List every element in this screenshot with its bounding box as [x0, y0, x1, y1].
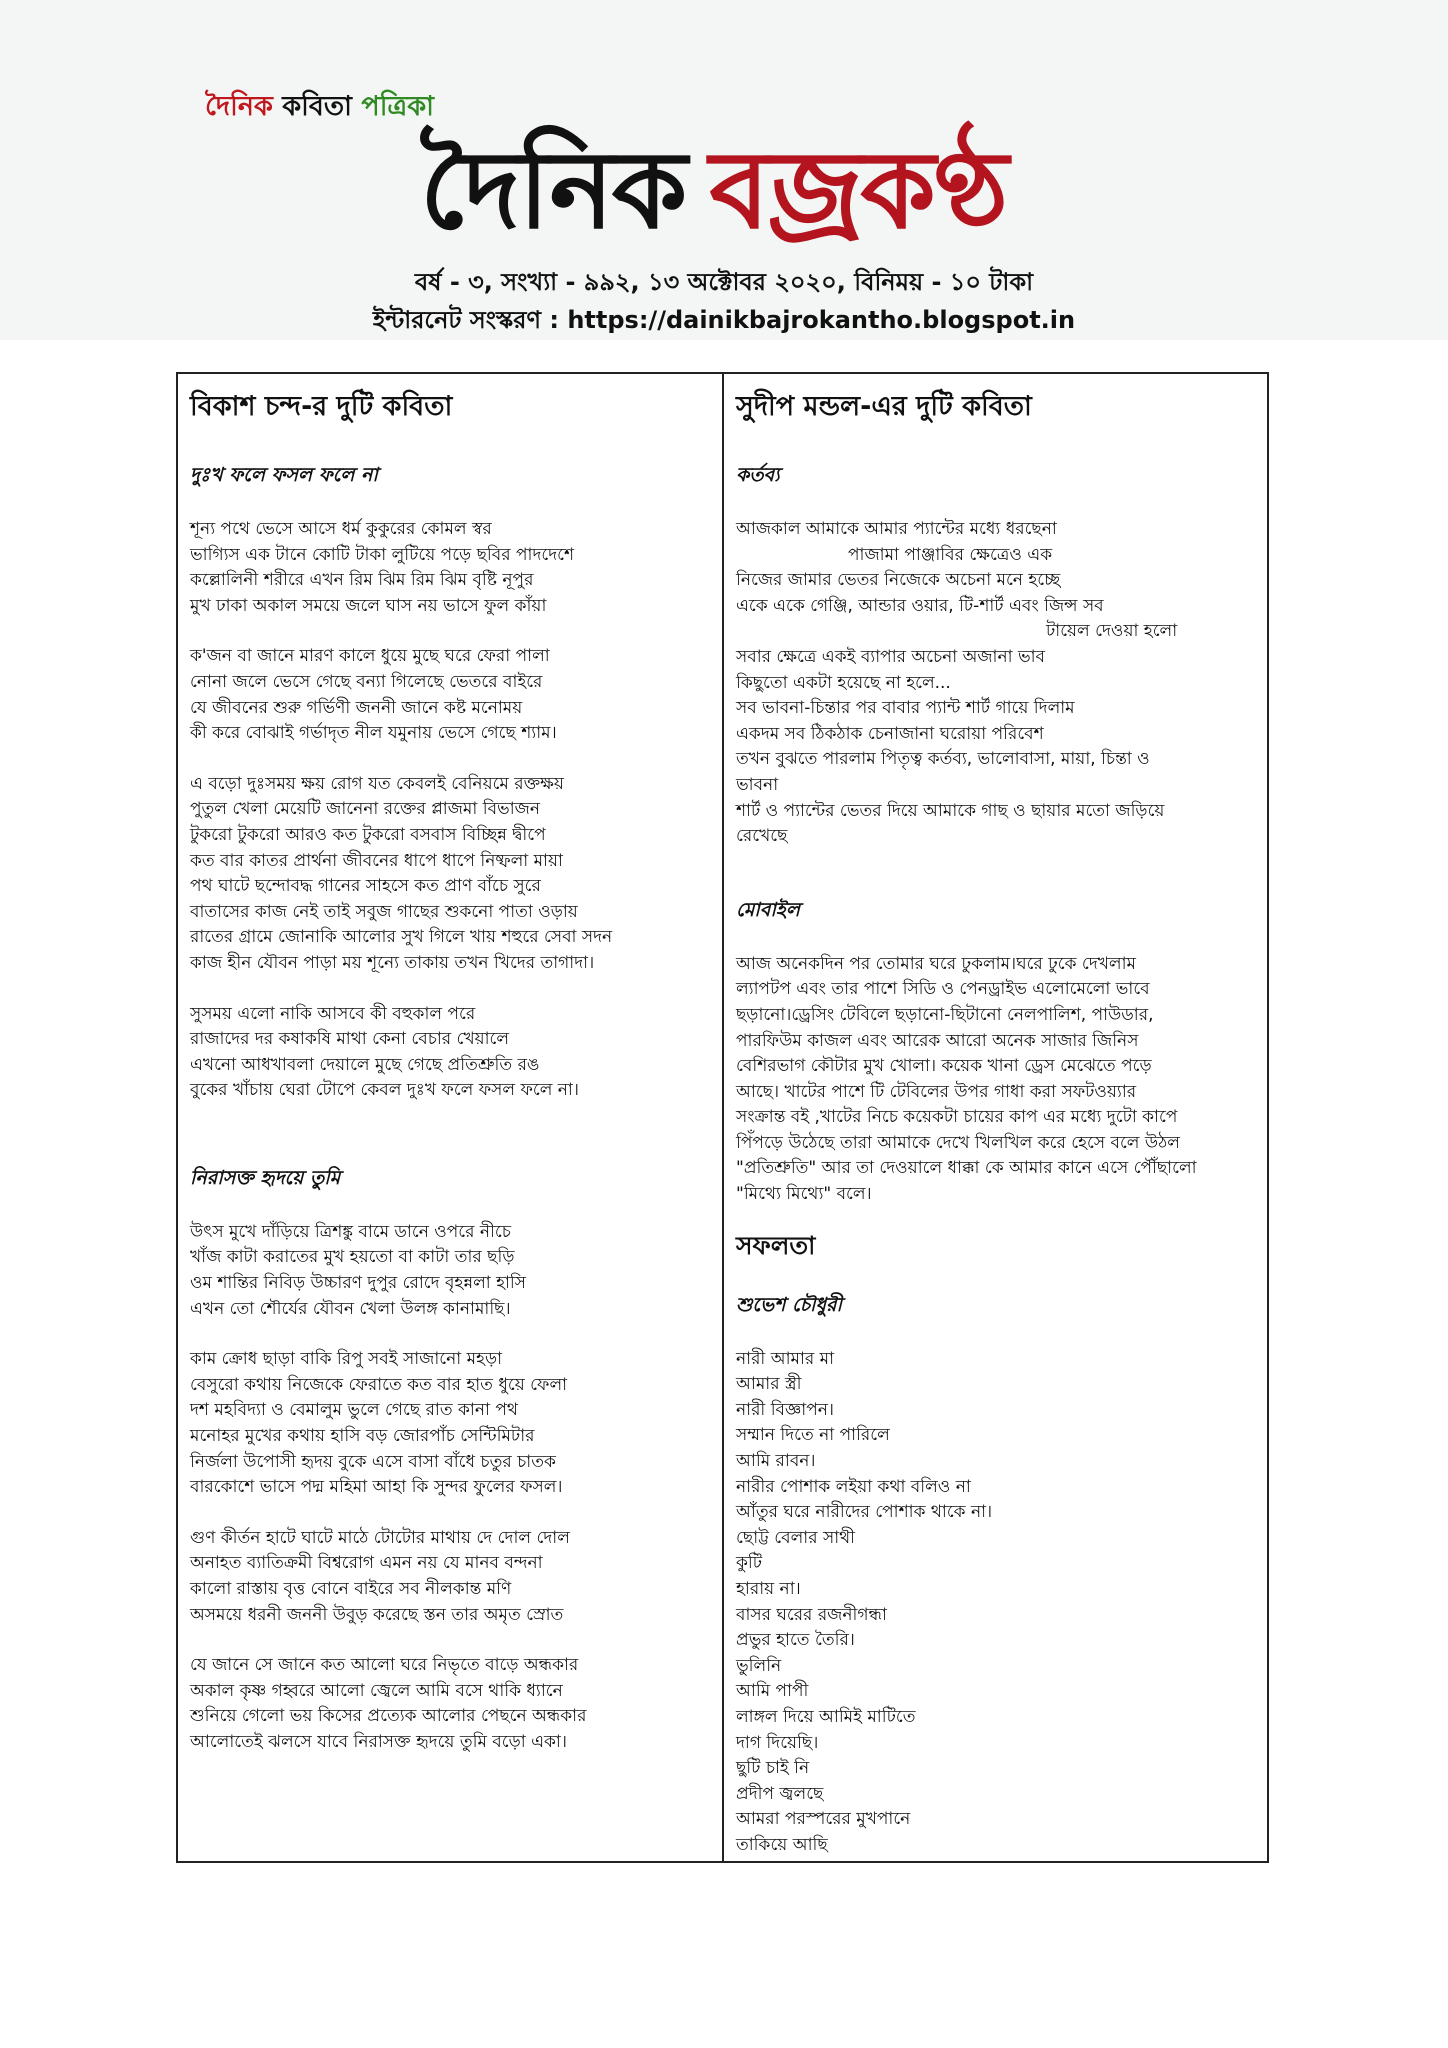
poem-line: শুনিয়ে গেলো ভয় কিসের প্রত্যেক আলোর পেছনে অন্ধকার: [190, 1706, 587, 1727]
tagline: [205, 86, 434, 131]
poem-line: প্রদীপ জ্বলছে: [736, 1783, 824, 1804]
poem-line: "মিথ্যে মিথ্যে" বলে।: [736, 1184, 872, 1205]
poem-line: টায়েল দেওয়া হলো: [1046, 621, 1178, 642]
poem-line: আলোতেই ঝলসে যাবে নিরাসক্ত হৃদয়ে তুমি বড়ো একা।: [190, 1731, 567, 1752]
poem-line: ভাগ্যিস এক টানে কোটি টাকা লুটিয়ে পড়ে ছবির পাদদেশে: [190, 544, 575, 565]
poem-line: সুসময় এলো নাকি আসবে কী বহুকাল পরে: [190, 1003, 476, 1024]
poem-line: তখন বুঝতে পারলাম পিতৃত্ব কর্তব্য, ভালোবাসা, মায়া, চিন্তা ও: [736, 749, 1150, 770]
poem-body: [736, 1347, 1266, 1859]
poem-line: সংক্রান্ত বই ,খাটের নিচে কয়েকটা চায়ের কাপ এর মধ্যে দুটো কাপে: [736, 1107, 1178, 1128]
poem-line: আমার স্ত্রী: [736, 1374, 802, 1395]
poem-line: নির্জলা উপোসী হৃদয় বুকে এসে বাসা বাঁধে চতুর চাতক: [190, 1451, 556, 1472]
poem-line: আজকাল আমাকে আমার প্যান্টের মধ্যে ধরছেনা: [736, 519, 1057, 539]
poem-line: বেসুরো কথায় নিজেকে ফেরাতে কত বার হাত ধুয়ে ফেলা: [190, 1374, 568, 1395]
poem-line: কত বার কাতর প্রার্থনা জীবনের ধাপে ধাপে নিষ্ফলা মায়া: [190, 850, 563, 871]
poem-line: ছোট্ট বেলার সাথী: [736, 1527, 855, 1548]
poem-line: বাসর ঘরের রজনীগন্ধা: [736, 1604, 887, 1625]
web-edition-link[interactable]: ইন্টারনেট সংস্করণ : https://dainikbajrokantho.blogspot.in: [372, 306, 1076, 334]
poem-line: ছুটি চাই নি: [736, 1758, 810, 1779]
poem-line: আমি পাপী: [736, 1681, 809, 1702]
author-name: শুভেশ চৌধুরী: [736, 1293, 842, 1316]
poem-line: আমরা পরস্পরের মুখপানে: [736, 1809, 911, 1830]
tagline-word-1: দৈনিক: [205, 91, 273, 122]
poem-line: ছড়ানো।ড্রেসিং টেবিলে ছড়ানো-ছিটানো নেলপালিশ, পাউডার,: [736, 1004, 1154, 1025]
poem-title: নিরাসক্ত হৃদয়ে তুমি: [190, 1166, 341, 1189]
poem-line: ভুলিনি: [736, 1655, 782, 1676]
poem-line: টুকরো টুকরো আরও কত টুকরো বসবাস বিচ্ছিন্ন দ্বীপে: [190, 824, 546, 845]
issue-info: বর্ষ - ৩, সংখ্যা - ৯৯২, ১৩ অক্টোবর ২০২০, বিনিময় - ১০ টাকা: [414, 268, 1034, 296]
poem-line: "প্রতিশ্রুতি" আর তা দেওয়ালে ধাক্কা কে আমার কানে এসে পৌঁছালো: [736, 1158, 1197, 1179]
poem-line: এখনো আধখাবলা দেয়ালে মুছে গেছে প্রতিশ্রুতি রঙ: [190, 1054, 540, 1075]
poem-line: রাজাদের দর কষাকষি মাথা কেনা বেচার খেয়ালে: [190, 1029, 510, 1050]
logo-word-red: বজ্রকণ্ঠ: [709, 127, 1007, 253]
poem-title: কর্তব্য: [736, 464, 780, 486]
tagline-word-3: পত্রিকা: [361, 91, 434, 122]
poem-line: সব ভাবনা-চিন্তার পর বাবার প্যান্ট শার্ট গায়ে দিলাম: [736, 698, 1075, 719]
poem-line: অকাল কৃষ্ণ গহ্বরে আলো জ্বেলে আমি বসে থাকি ধ্যানে: [190, 1680, 563, 1701]
poem-line: রেখেছে: [736, 826, 788, 847]
poem-line: শার্ট ও প্যান্টের ভেতর দিয়ে আমাকে গাছ ও ছায়ার মতো জড়িয়ে: [736, 800, 1165, 821]
poem-line: এ বড়ো দুঃসময় ক্ষয় রোগ যত কেবলই বেনিয়মে রক্তক্ষয়: [190, 773, 564, 794]
left-column: [178, 372, 720, 1756]
poem-line: বারকোশে ভাসে পদ্ম মহিমা আহা কি সুন্দর ফুলের ফসল।: [190, 1477, 563, 1498]
poem-line: আছে। খাটের পাশে টি টেবিলের উপর গাধা করা সফটওয়্যার: [736, 1081, 1137, 1102]
poem-line: দাগ দিয়েছি।: [736, 1732, 819, 1753]
poem-line: অনাহত ব্যাতিক্রমী বিশ্বরোগ এমন নয় যে মানব বন্দনা: [190, 1553, 543, 1574]
poem-line: পারফিউম কাজল এবং আরেক আরো অনেক সাজার জিনিস: [736, 1030, 1139, 1051]
poem-line: মনোহর মুখের কথায় হাসি বড় জোরপাঁচ সেন্টিমিটার: [190, 1426, 535, 1447]
left-column-title: বিকাশ চন্দ-র দুটি কবিতা: [190, 391, 453, 422]
poem-line: নারী আমার মা: [736, 1348, 835, 1369]
poem-line: একদম সব ঠিকঠাক চেনাজানা ঘরোয়া পরিবেশ: [736, 723, 1044, 744]
poem-line: ক'জন বা জানে মারণ কালে ধুয়ে মুছে ঘরে ফেরা পালা: [190, 646, 550, 667]
poem-line: খাঁজ কাটা করাতের মুখ হয়তো বা কাটা তার ছড়ি: [190, 1247, 515, 1268]
right-column: [726, 372, 1266, 1859]
logo-word-black: দৈনিক: [420, 127, 686, 253]
poem-title: মোবাইল: [736, 898, 800, 921]
poem-line: সম্মান দিতে না পারিলে: [736, 1425, 890, 1446]
poem-line: আজ অনেকদিন পর তোমার ঘরে ঢুকলাম।ঘরে ঢুকে দেখলাম: [736, 953, 1136, 974]
poem-line: যে জানে সে জানে কত আলো ঘরে নিভৃতে বাড়ে অন্ধকার: [190, 1655, 579, 1676]
right-column-title: সুদীপ মন্ডল-এর দুটি কবিতা: [736, 391, 1032, 422]
poem-line: নিজের জামার ভেতর নিজেকে অচেনা মনে হচ্ছে: [736, 570, 1061, 591]
poem-line: পুতুল খেলা মেয়েটি জানেনা রক্তের প্লাজমা বিভাজন: [190, 799, 540, 820]
poem-body: [190, 517, 720, 1104]
poem-line: প্রভুর হাতে তৈরি।: [736, 1630, 855, 1651]
poem-line: মুখ ঢাকা অকাল সময়ে জলে ঘাস নয় ভাসে ফুল কাঁয়া: [190, 595, 547, 616]
poem-line: নারী বিজ্ঞাপন।: [736, 1399, 834, 1420]
newspaper-logo: [420, 118, 1007, 263]
poem-line: লাঙ্গল দিয়ে আমিই মাটিতে: [736, 1706, 916, 1727]
poem-line: আমি রাবন।: [736, 1451, 816, 1472]
poem-line: ভাবনা: [736, 774, 779, 795]
poem-body: [190, 1220, 720, 1756]
poem-line: আঁতুর ঘরে নারীদের পোশাক থাকে না।: [736, 1502, 993, 1523]
poem-body: [736, 952, 1266, 1208]
tagline-word-2: কবিতা: [272, 91, 362, 122]
poem-body: [736, 517, 1266, 850]
poem-line: বেশিরভাগ কৌটার মুখ খোলা। কয়েক খানা ড্রেস মেঝেতে পড়ে: [736, 1056, 1152, 1077]
poem-line: পাজামা পাঞ্জাবির ক্ষেত্রেও এক: [848, 544, 1053, 565]
poem-line: যে জীবনের শুরু গর্ভিণী জননী জানে কষ্ট মনোময়: [190, 697, 523, 718]
poem-line: কাম ক্রোধ ছাড়া বাকি রিপু সবই সাজানো মহড়া: [190, 1349, 503, 1370]
poem-line: বুকের খাঁচায় ঘেরা টোপে কেবল দুঃখ ফলে ফসল ফলে না।: [190, 1080, 579, 1101]
poem-line: পিঁপড়ে উঠেছে তারা আমাকে দেখে খিলখিল করে হেসে বলে উঠল: [736, 1132, 1180, 1153]
poem-line: ল্যাপটপ এবং তার পাশে সিডি ও পেনড্রাইভ এলোমেলো ভাবে: [736, 979, 1150, 1000]
poem-title: দুঃখ ফলে ফসল ফলে না: [190, 464, 378, 486]
poem-line: বাতাসের কাজ নেই তাই সবুজ গাছের শুকনো পাতা ওড়ায়: [190, 901, 578, 922]
section-title: সফলতা: [736, 1230, 816, 1260]
poem-line: কিছুতো একটা হয়েছে না হলে...: [736, 672, 951, 693]
poem-line: পথ ঘাটে ছন্দোবদ্ধ গানের সাহসে কত প্রাণ বাঁচে সুরে: [190, 876, 541, 897]
poem-line: অসময়ে ধরনী জননী উবুড় করেছে স্তন তার অমৃত স্রোত: [190, 1604, 564, 1625]
poem-line: তাকিয়ে আছি: [736, 1834, 828, 1855]
poem-line: নারীর পোশাক লইয়া কথা বলিও না: [736, 1476, 971, 1497]
poem-line: কাজ হীন যৌবন পাড়া ময় শূন্যে তাকায় তখন খিদের তাগাদা।: [190, 952, 595, 973]
poem-line: কী করে বোঝাই গর্ভাদৃত নীল যমুনায় ভেসে গেছে শ্যাম।: [190, 723, 557, 744]
poem-line: গুণ কীর্তন হাটে ঘাটে মাঠে টোটোর মাথায় দে দোল দোল: [190, 1527, 570, 1548]
poem-line: নোনা জলে ভেসে গেছে বন্যা গিলেছে ভেতরে বাইরে: [190, 671, 543, 692]
column-divider: [722, 372, 724, 1863]
masthead-banner: [0, 0, 1448, 340]
poem-line: হারায় না।: [736, 1579, 801, 1599]
poem-line: উৎস মুখে দাঁড়িয়ে ত্রিশঙ্কু বামে ডানে ওপরে নীচে: [190, 1221, 511, 1242]
poem-line: রাতের গ্রামে জোনাকি আলোর সুখ গিলে খায় শহুরে সেবা সদন: [190, 927, 613, 948]
poem-line: এখন তো শৌর্যের যৌবন খেলা উলঙ্গ কানামাছি।: [190, 1298, 511, 1319]
poem-line: ওম শান্তির নিবিড় উচ্চারণ দুপুর রোদে বৃহন্নলা হাসি: [190, 1273, 527, 1294]
poem-line: সবার ক্ষেত্রে একই ব্যাপার অচেনা অজানা ভাব: [736, 646, 1045, 667]
poem-line: শূন্য পথে ভেসে আসে ধর্ম কুকুরের কোমল স্বর: [190, 519, 492, 539]
poem-line: কল্লোলিনী শরীরে এখন রিম ঝিম রিম ঝিম বৃষ্টি নূপুর: [190, 570, 534, 591]
poem-line: দশ মহবিদ্যা ও বেমালুম ভুলে গেছে রাত কানা পথ: [190, 1400, 518, 1421]
poem-line: কুটি: [736, 1553, 763, 1574]
poem-line: একে একে গেঞ্জি, আন্ডার ওয়ার, টি-শার্ট এবং জিন্স সব: [736, 595, 1104, 616]
poem-line: কালো রাস্তায় বৃত্ত বোনে বাইরে সব নীলকান্ত মণি: [190, 1579, 512, 1599]
